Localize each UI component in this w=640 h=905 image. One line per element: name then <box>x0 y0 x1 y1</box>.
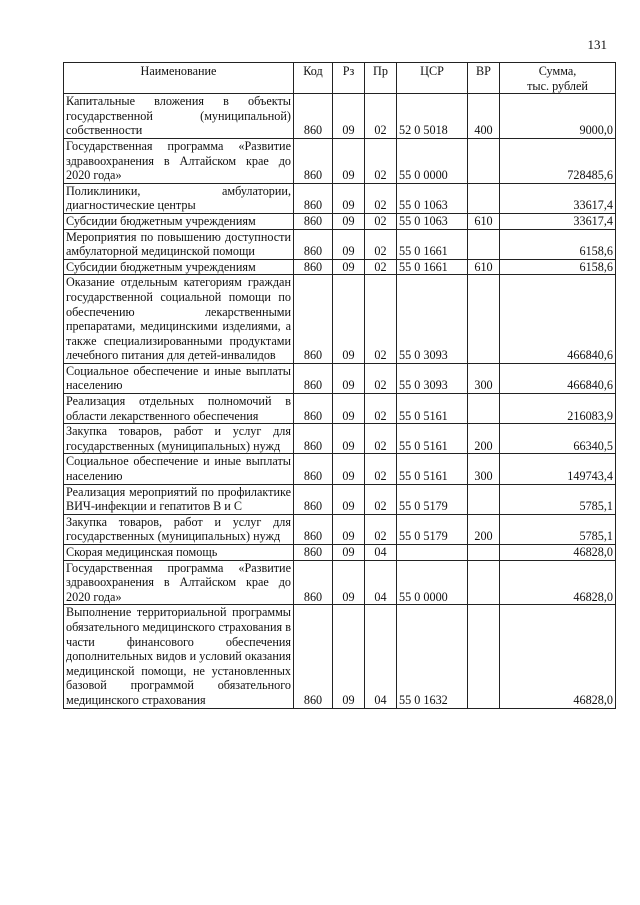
cell-name: Социальное обеспечение и иные выплаты населению <box>64 363 294 393</box>
header-code: Код <box>294 63 333 94</box>
table-row <box>64 138 616 183</box>
cell-name: Субсидии бюджетным учреждениям <box>64 213 294 229</box>
cell-code: 860 <box>294 560 333 605</box>
cell-sum: 728485,6 <box>500 138 616 183</box>
cell-sum: 5785,1 <box>500 484 616 514</box>
cell-sum: 33617,4 <box>500 213 616 229</box>
cell-code: 860 <box>294 454 333 484</box>
cell-rz: 09 <box>333 545 365 561</box>
cell-vr: 200 <box>468 424 500 454</box>
cell-rz: 09 <box>333 560 365 605</box>
table-row <box>64 229 616 259</box>
cell-pr: 02 <box>365 183 397 213</box>
cell-rz: 09 <box>333 424 365 454</box>
cell-vr: 300 <box>468 454 500 484</box>
cell-code: 860 <box>294 424 333 454</box>
cell-csr: 55 0 0000 <box>397 138 468 183</box>
header-pr: Пр <box>365 63 397 94</box>
cell-sum: 6158,6 <box>500 259 616 275</box>
page-number: 131 <box>587 37 607 52</box>
cell-name: Капитальные вложения в объекты государственной (муниципальной) собственности <box>64 94 294 139</box>
cell-pr: 02 <box>365 259 397 275</box>
header-vr: ВР <box>468 63 500 94</box>
table-row <box>64 545 616 561</box>
cell-code: 860 <box>294 394 333 424</box>
table-row <box>64 213 616 229</box>
cell-code: 860 <box>294 275 333 364</box>
cell-pr: 04 <box>365 560 397 605</box>
cell-rz: 09 <box>333 394 365 424</box>
cell-csr: 55 0 3093 <box>397 275 468 364</box>
cell-rz: 09 <box>333 514 365 544</box>
cell-name: Реализация отдельных полномочий в области лекарственного обеспечения <box>64 394 294 424</box>
cell-sum: 5785,1 <box>500 514 616 544</box>
cell-sum: 466840,6 <box>500 275 616 364</box>
cell-pr: 02 <box>365 394 397 424</box>
cell-rz: 09 <box>333 94 365 139</box>
table-row <box>64 275 616 364</box>
cell-name: Закупка товаров, работ и услуг для государственных (муниципальных) нужд <box>64 514 294 544</box>
cell-vr: 610 <box>468 213 500 229</box>
header-rz: Рз <box>333 63 365 94</box>
cell-vr <box>468 275 500 364</box>
header-name: Наименование <box>64 63 294 94</box>
cell-csr: 55 0 5161 <box>397 394 468 424</box>
cell-sum: 46828,0 <box>500 605 616 708</box>
cell-vr <box>468 394 500 424</box>
cell-csr: 55 0 1063 <box>397 183 468 213</box>
cell-csr <box>397 545 468 561</box>
table-row <box>64 394 616 424</box>
cell-vr <box>468 183 500 213</box>
cell-csr: 55 0 5161 <box>397 454 468 484</box>
cell-pr: 02 <box>365 363 397 393</box>
cell-code: 860 <box>294 213 333 229</box>
cell-csr: 55 0 0000 <box>397 560 468 605</box>
cell-csr: 55 0 1661 <box>397 259 468 275</box>
cell-name: Реализация мероприятий по профилактике ВИЧ-инфекции и гепатитов В и С <box>64 484 294 514</box>
cell-sum: 46828,0 <box>500 545 616 561</box>
table-row <box>64 94 616 139</box>
table-row <box>64 259 616 275</box>
cell-code: 860 <box>294 514 333 544</box>
cell-code: 860 <box>294 183 333 213</box>
cell-code: 860 <box>294 363 333 393</box>
cell-sum: 33617,4 <box>500 183 616 213</box>
cell-rz: 09 <box>333 259 365 275</box>
cell-name: Скорая медицинская помощь <box>64 545 294 561</box>
cell-csr: 55 0 5179 <box>397 484 468 514</box>
table-row <box>64 560 616 605</box>
table-row <box>64 363 616 393</box>
cell-sum: 466840,6 <box>500 363 616 393</box>
cell-vr <box>468 229 500 259</box>
table-header-row <box>64 63 616 94</box>
cell-pr: 02 <box>365 138 397 183</box>
cell-code: 860 <box>294 484 333 514</box>
cell-rz: 09 <box>333 454 365 484</box>
cell-name: Оказание отдельным категориям граждан государственной социальной помощи по обеспечению лекарственными препаратами, медицинскими изделиями, а также специализированными продуктами лечебного питания для детей-инвалидов <box>64 275 294 364</box>
header-sum: Сумма, тыс. рублей <box>500 63 616 94</box>
cell-pr: 02 <box>365 454 397 484</box>
cell-name: Выполнение территориальной программы обязательного медицинского страхования в части финансового обеспечения дополнительных видов и условий оказания медицинской помощи, не установленных базовой программой обязательного медицинского страхования <box>64 605 294 708</box>
cell-rz: 09 <box>333 138 365 183</box>
cell-rz: 09 <box>333 275 365 364</box>
cell-code: 860 <box>294 94 333 139</box>
cell-vr: 400 <box>468 94 500 139</box>
cell-rz: 09 <box>333 183 365 213</box>
cell-pr: 02 <box>365 424 397 454</box>
cell-vr <box>468 605 500 708</box>
cell-vr <box>468 138 500 183</box>
cell-code: 860 <box>294 545 333 561</box>
cell-name: Поликлиники, амбулатории, диагностические центры <box>64 183 294 213</box>
cell-name: Социальное обеспечение и иные выплаты населению <box>64 454 294 484</box>
cell-csr: 55 0 5179 <box>397 514 468 544</box>
cell-pr: 02 <box>365 484 397 514</box>
header-csr: ЦСР <box>397 63 468 94</box>
cell-vr <box>468 560 500 605</box>
cell-vr: 300 <box>468 363 500 393</box>
cell-name: Государственная программа «Развитие здравоохранения в Алтайском крае до 2020 года» <box>64 138 294 183</box>
cell-rz: 09 <box>333 605 365 708</box>
table-row <box>64 183 616 213</box>
cell-vr <box>468 484 500 514</box>
cell-code: 860 <box>294 229 333 259</box>
cell-name: Государственная программа «Развитие здравоохранения в Алтайском крае до 2020 года» <box>64 560 294 605</box>
cell-name: Мероприятия по повышению доступности амбулаторной медицинской помощи <box>64 229 294 259</box>
cell-sum: 6158,6 <box>500 229 616 259</box>
table-row <box>64 424 616 454</box>
cell-csr: 55 0 1632 <box>397 605 468 708</box>
cell-sum: 66340,5 <box>500 424 616 454</box>
table-row <box>64 514 616 544</box>
cell-sum: 149743,4 <box>500 454 616 484</box>
cell-sum: 9000,0 <box>500 94 616 139</box>
cell-csr: 52 0 5018 <box>397 94 468 139</box>
cell-vr: 200 <box>468 514 500 544</box>
cell-pr: 04 <box>365 545 397 561</box>
cell-vr <box>468 545 500 561</box>
cell-code: 860 <box>294 259 333 275</box>
cell-sum: 46828,0 <box>500 560 616 605</box>
cell-pr: 02 <box>365 94 397 139</box>
cell-pr: 04 <box>365 605 397 708</box>
cell-csr: 55 0 1063 <box>397 213 468 229</box>
cell-vr: 610 <box>468 259 500 275</box>
cell-csr: 55 0 1661 <box>397 229 468 259</box>
cell-rz: 09 <box>333 363 365 393</box>
table-row <box>64 454 616 484</box>
cell-csr: 55 0 3093 <box>397 363 468 393</box>
cell-rz: 09 <box>333 484 365 514</box>
budget-table <box>63 62 616 709</box>
cell-name: Закупка товаров, работ и услуг для государственных (муниципальных) нужд <box>64 424 294 454</box>
cell-csr: 55 0 5161 <box>397 424 468 454</box>
cell-sum: 216083,9 <box>500 394 616 424</box>
cell-name: Субсидии бюджетным учреждениям <box>64 259 294 275</box>
table-row <box>64 484 616 514</box>
cell-pr: 02 <box>365 514 397 544</box>
cell-rz: 09 <box>333 229 365 259</box>
cell-pr: 02 <box>365 213 397 229</box>
cell-code: 860 <box>294 138 333 183</box>
cell-rz: 09 <box>333 213 365 229</box>
cell-pr: 02 <box>365 275 397 364</box>
cell-pr: 02 <box>365 229 397 259</box>
cell-code: 860 <box>294 605 333 708</box>
table-row <box>64 605 616 708</box>
